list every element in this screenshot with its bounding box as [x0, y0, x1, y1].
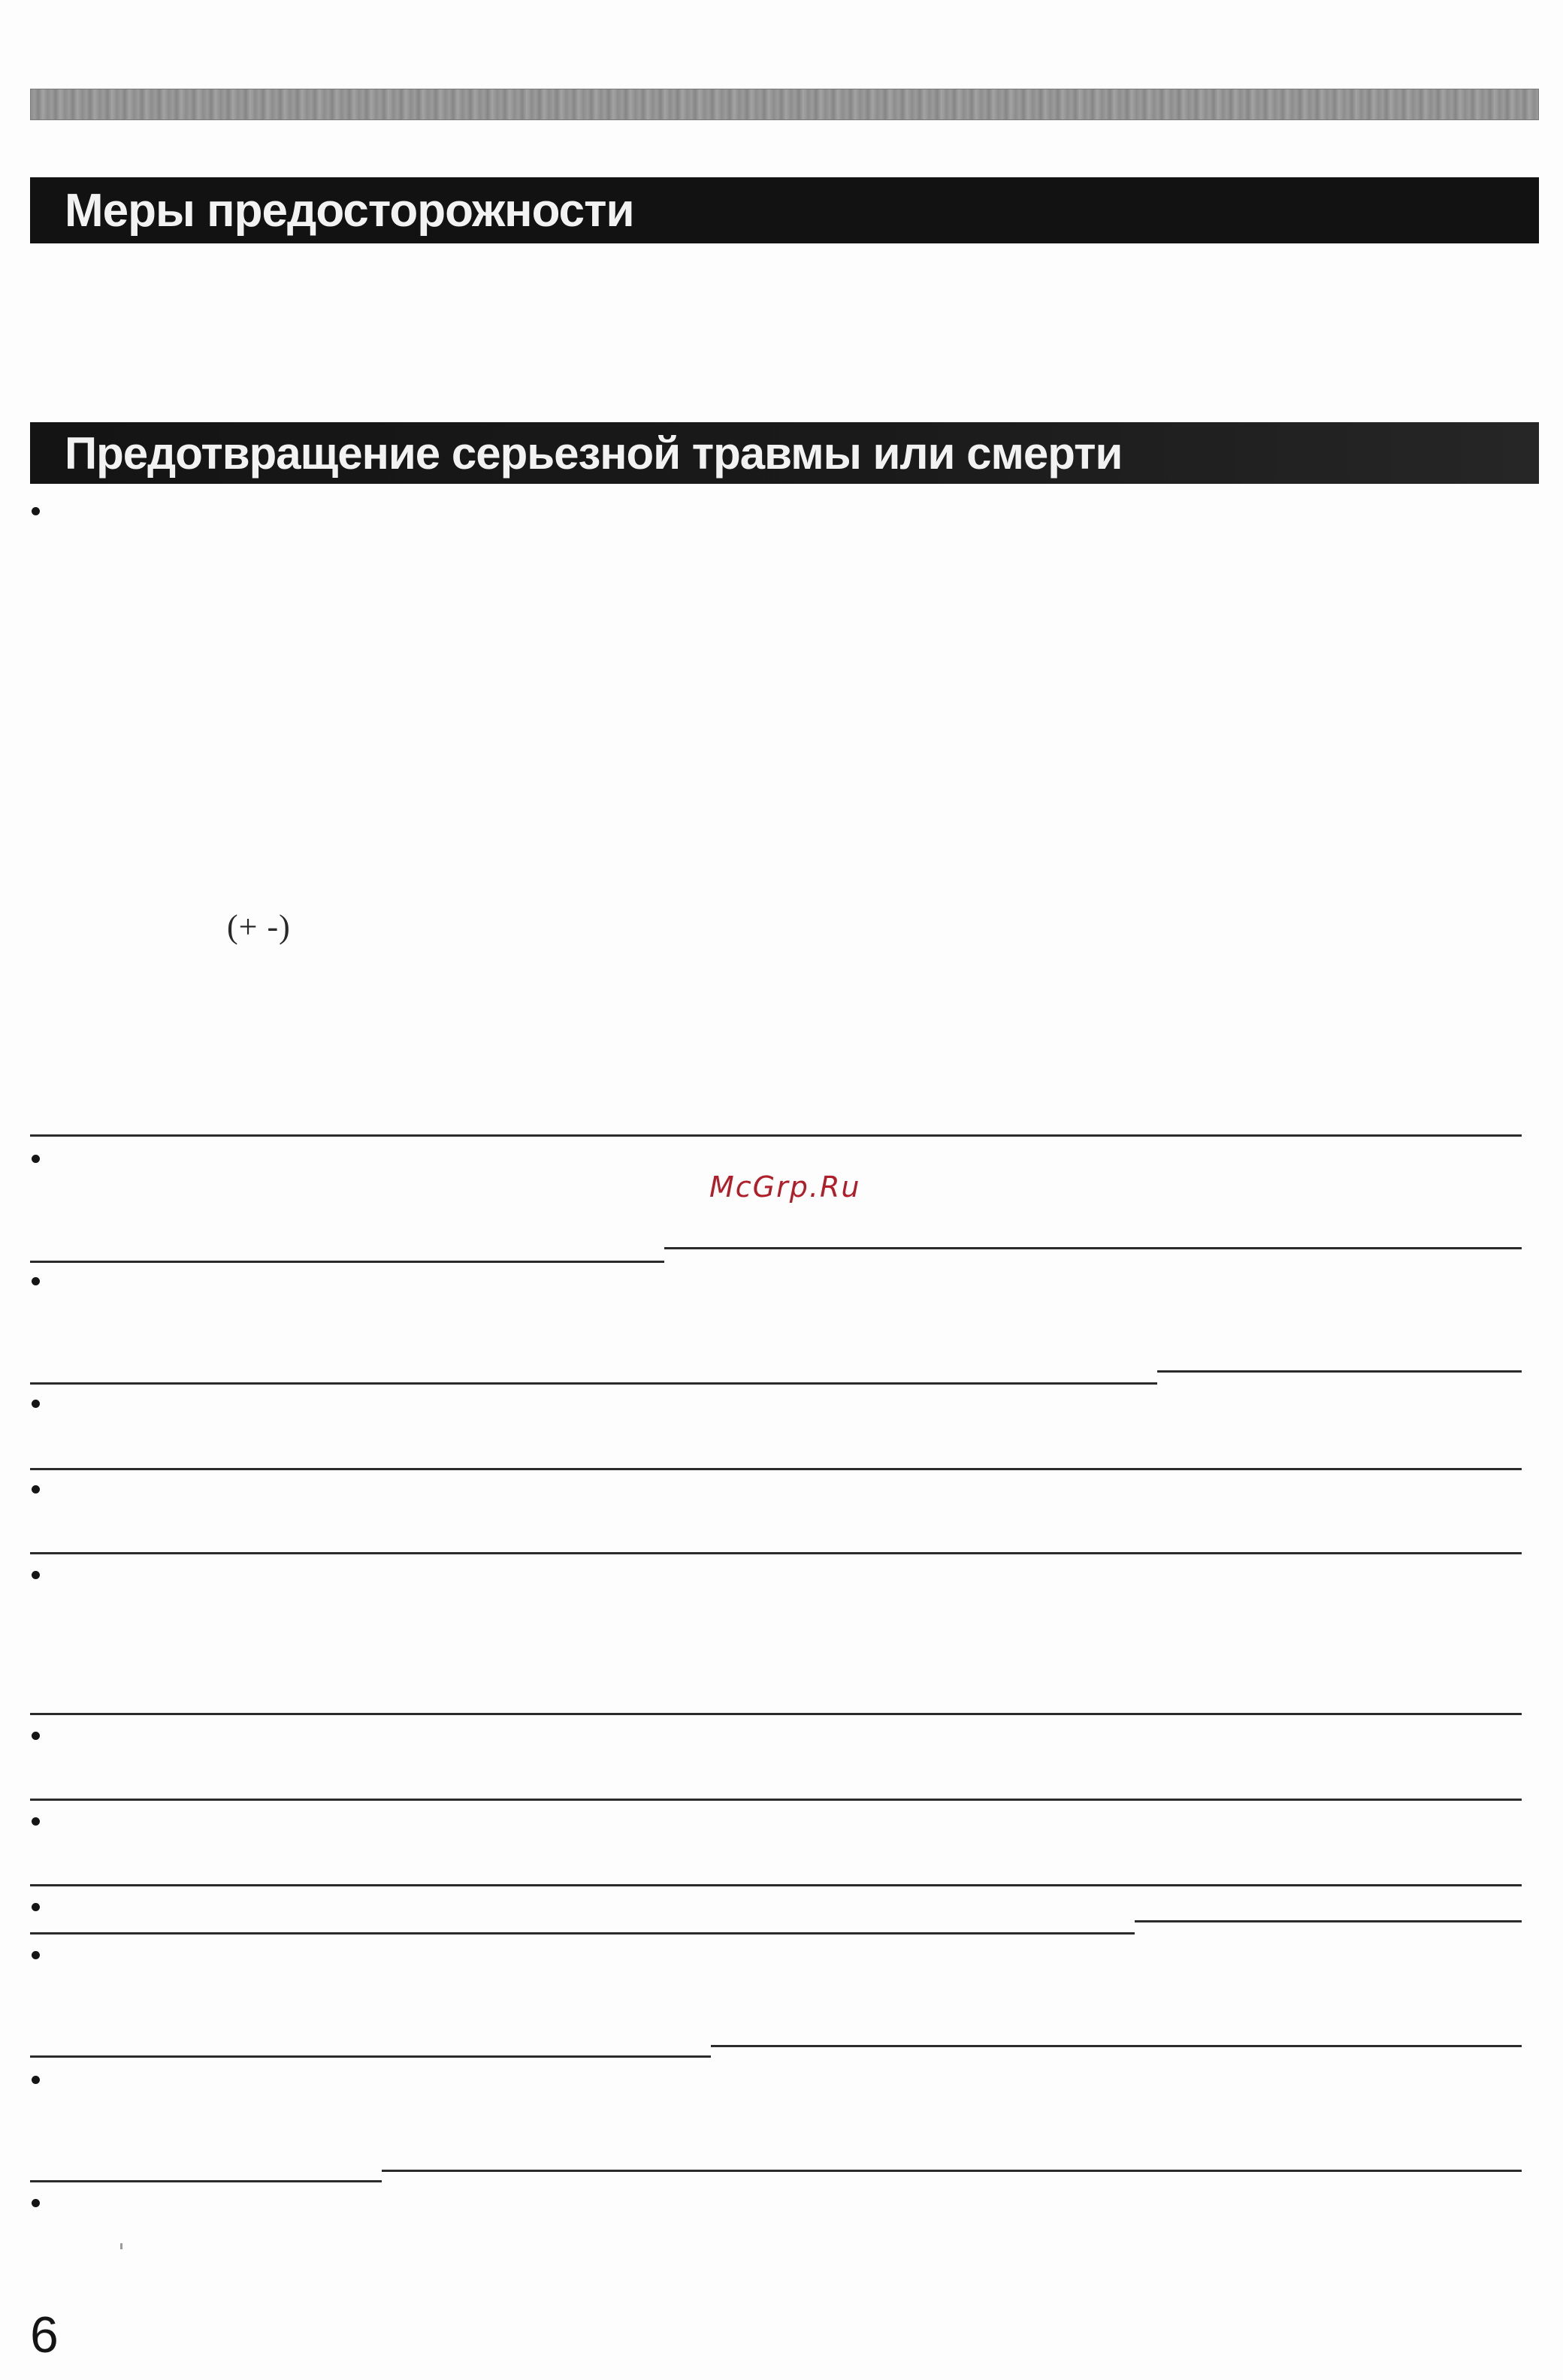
bullet-point — [32, 1817, 40, 1826]
divider-rule — [30, 1134, 1522, 1137]
polarity-symbol: (+ -) — [227, 908, 291, 945]
divider-rule — [711, 2045, 1522, 2047]
section-heading-precautions: Меры предосторожности — [30, 177, 1539, 243]
divider-rule — [30, 1261, 664, 1263]
divider-rule — [30, 1799, 1522, 1801]
divider-rule — [30, 1382, 1157, 1385]
divider-rule — [30, 2180, 382, 2182]
page-number: 6 — [30, 2306, 59, 2363]
divider-rule — [664, 1247, 1522, 1249]
bullet-point — [32, 1732, 40, 1740]
bullet-point — [32, 507, 40, 515]
bullet-point — [32, 1485, 40, 1494]
bullet-point — [32, 1155, 40, 1163]
divider-rule — [1157, 1370, 1522, 1373]
top-decorative-band — [30, 89, 1539, 120]
divider-rule — [30, 2055, 711, 2058]
divider-rule — [30, 1932, 1135, 1935]
bullet-point — [32, 1571, 40, 1579]
divider-rule — [30, 1552, 1522, 1554]
bullet-point — [32, 1903, 40, 1911]
watermark-text: McGrp.Ru — [709, 1170, 861, 1204]
section-heading-prevention: Предотвращение серьезной травмы или смерти — [30, 422, 1539, 484]
divider-rule — [382, 2170, 1522, 2172]
divider-rule — [30, 1713, 1522, 1715]
bullet-point — [32, 2076, 40, 2084]
divider-rule — [30, 1884, 1522, 1886]
bullet-point — [32, 2199, 40, 2207]
print-speck — [120, 2243, 122, 2249]
divider-rule — [30, 1468, 1522, 1470]
bullet-point — [32, 1277, 40, 1285]
bullet-point — [32, 1951, 40, 1959]
divider-rule — [1135, 1920, 1522, 1922]
bullet-point — [32, 1400, 40, 1408]
